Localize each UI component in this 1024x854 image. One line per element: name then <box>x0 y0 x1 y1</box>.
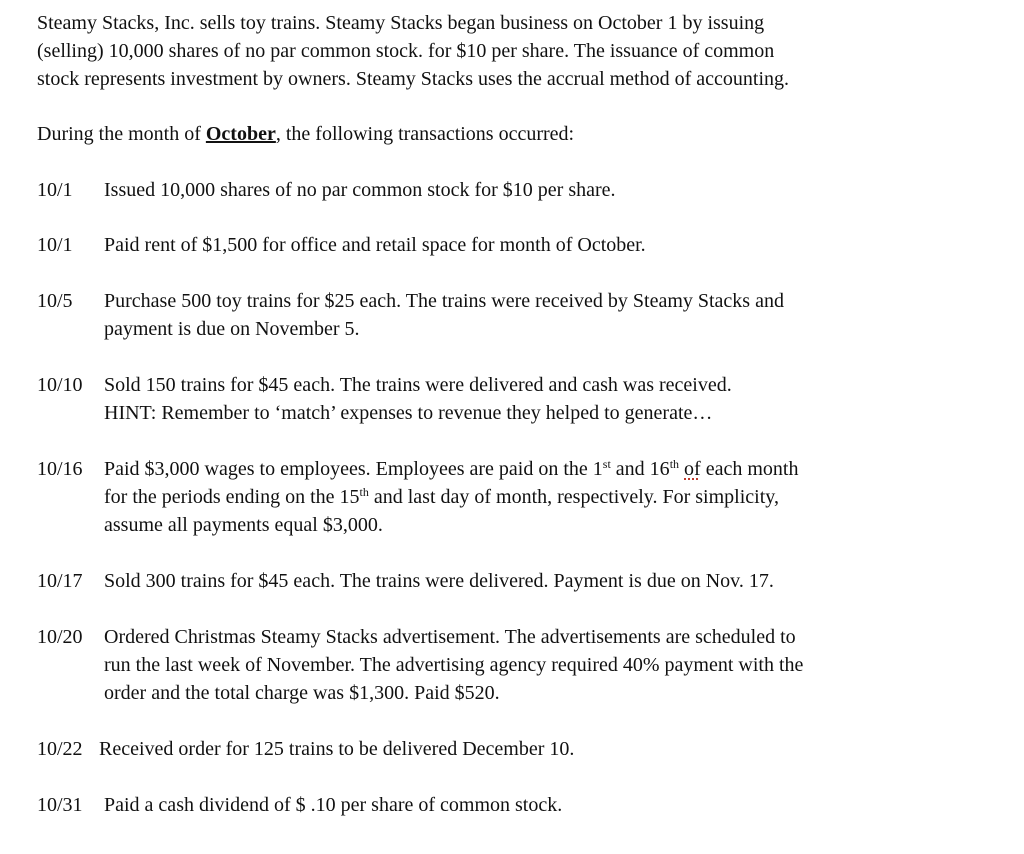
transaction-description <box>99 735 1007 763</box>
text-segment: each month <box>700 458 799 480</box>
ordinal-suffix: th <box>359 485 369 499</box>
text-segment: Paid $3,000 wages to employees. Employees are paid on the 1 <box>104 458 603 480</box>
transaction-date: 10/1 <box>37 179 73 201</box>
transaction-line: order and the total charge was $1,300. Paid $520. <box>104 682 500 704</box>
text-segment: for the periods ending on the 15 <box>104 486 360 508</box>
transaction-description <box>104 176 1007 204</box>
spellcheck-flagged-word[interactable]: of <box>684 458 701 480</box>
transaction-date: 10/20 <box>37 626 83 648</box>
month-name: October <box>205 123 276 145</box>
transaction-line: Paid a cash dividend of $ .10 per share of common stock. <box>104 794 563 816</box>
transaction-line: assume all payments equal $3,000. <box>104 514 383 536</box>
document-page <box>37 9 1007 819</box>
ordinal-suffix: st <box>602 457 611 471</box>
transaction-item <box>37 735 1007 763</box>
transaction-description <box>104 287 1007 343</box>
transaction-line <box>104 455 1007 483</box>
transaction-item <box>37 623 1007 707</box>
text-segment: and 16 <box>610 458 670 480</box>
transaction-item <box>37 791 1007 819</box>
transaction-item <box>37 455 1007 539</box>
intro-paragraph <box>37 9 1007 93</box>
transaction-description <box>104 791 1007 819</box>
transaction-item <box>37 567 1007 595</box>
transaction-date: 10/17 <box>37 570 83 592</box>
month-intro <box>37 120 1007 148</box>
transaction-description <box>104 231 1007 259</box>
transaction-date: 10/31 <box>37 794 83 816</box>
transaction-item <box>37 231 1007 259</box>
transaction-line: run the last week of November. The advertising agency required 40% payment with the <box>104 654 804 676</box>
intro-line: (selling) 10,000 shares of no par common stock. for $10 per share. The issuance of common <box>37 40 775 62</box>
transaction-date: 10/5 <box>37 290 73 312</box>
transaction-date: 10/10 <box>37 374 83 396</box>
transaction-list <box>37 176 1007 819</box>
transaction-line: Received order for 125 trains to be delivered December 10. <box>99 738 575 760</box>
transaction-description <box>104 371 1007 427</box>
ordinal-suffix: th <box>669 457 680 471</box>
transaction-date: 10/22 <box>37 738 83 760</box>
transaction-description <box>104 567 1007 595</box>
transaction-hint-line: HINT: Remember to ‘match’ expenses to revenue they helped to generate… <box>104 402 713 424</box>
transaction-line: Sold 150 trains for $45 each. The trains were delivered and cash was received. <box>104 374 732 396</box>
transaction-item <box>37 371 1007 427</box>
transaction-line: Ordered Christmas Steamy Stacks advertisement. The advertisements are scheduled to <box>104 626 796 648</box>
transaction-item <box>37 287 1007 343</box>
month-intro-after: , the following transactions occurred: <box>275 123 575 145</box>
month-intro-before: During the month of <box>37 123 206 145</box>
intro-line: Steamy Stacks, Inc. sells toy trains. Steamy Stacks began business on October 1 by issuing <box>37 12 765 34</box>
transaction-line: Paid rent of $1,500 for office and retail space for month of October. <box>104 234 646 256</box>
intro-line: stock represents investment by owners. Steamy Stacks uses the accrual method of accounting. <box>37 68 790 90</box>
text-segment: and last day of month, respectively. For simplicity, <box>368 486 779 508</box>
transaction-date: 10/16 <box>37 458 83 480</box>
transaction-line <box>104 483 1007 511</box>
transaction-description <box>104 455 1007 539</box>
transaction-line: Issued 10,000 shares of no par common stock for $10 per share. <box>104 179 616 201</box>
transaction-line: payment is due on November 5. <box>104 318 360 340</box>
transaction-date: 10/1 <box>37 234 73 256</box>
transaction-line: Sold 300 trains for $45 each. The trains were delivered. Payment is due on Nov. 17. <box>104 570 774 592</box>
transaction-line: Purchase 500 toy trains for $25 each. The trains were received by Steamy Stacks and <box>104 290 784 312</box>
transaction-description <box>104 623 1007 707</box>
transaction-item <box>37 176 1007 204</box>
